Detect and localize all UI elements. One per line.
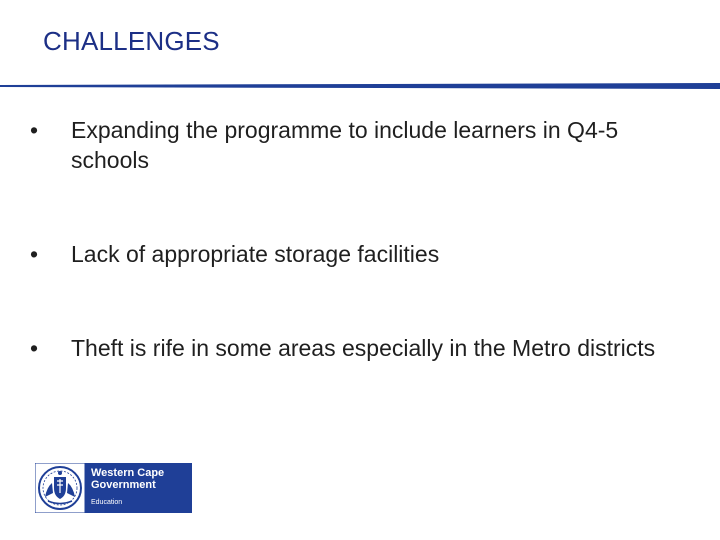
slide-title: CHALLENGES bbox=[43, 26, 220, 56]
bullet-marker: • bbox=[30, 241, 39, 267]
bullet-text: Expanding the programme to include learners in Q4-5 schools bbox=[71, 117, 619, 173]
bullet-marker: • bbox=[30, 117, 39, 143]
bullet-list bbox=[30, 115, 700, 363]
logo-line2: Government bbox=[91, 479, 156, 491]
western-cape-government-logo bbox=[35, 463, 192, 513]
title-divider bbox=[0, 70, 720, 94]
logo-line1: Western Cape bbox=[91, 467, 165, 479]
bullet-item bbox=[30, 115, 700, 175]
bullet-item bbox=[30, 239, 700, 269]
bullet-text: Theft is rife in some areas especially in the Metro districts bbox=[71, 335, 656, 361]
bullet-item bbox=[30, 333, 700, 363]
logo-text-panel bbox=[85, 463, 192, 513]
coat-of-arms-icon bbox=[35, 463, 85, 513]
bullet-text: Lack of appropriate storage facilities bbox=[71, 241, 440, 267]
bullet-marker: • bbox=[30, 335, 39, 361]
logo-department: Education bbox=[91, 499, 123, 506]
